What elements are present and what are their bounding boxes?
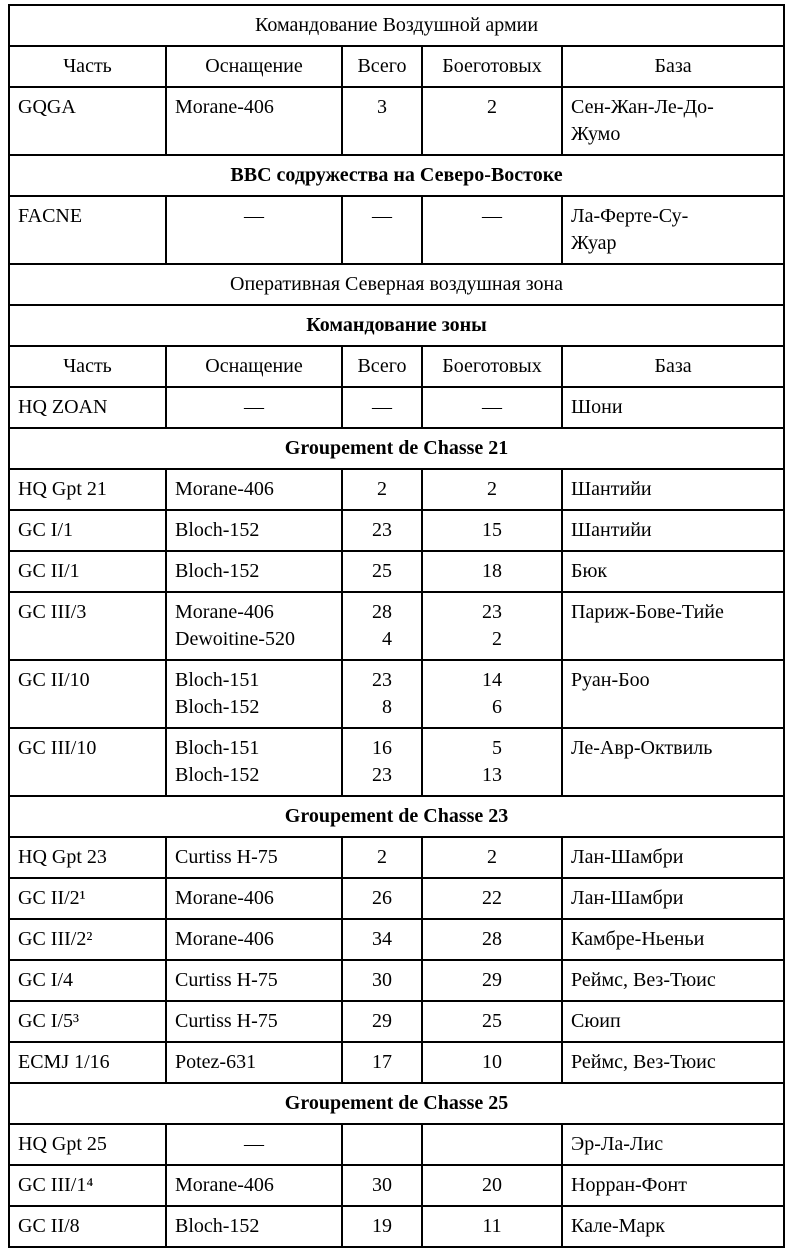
cell-total: — (342, 196, 422, 264)
cell-part: HQ ZOAN (9, 387, 166, 428)
section-row (9, 1083, 784, 1124)
header-row (9, 46, 784, 87)
cell-ready: 29 (422, 960, 562, 1001)
cell-part: FACNE (9, 196, 166, 264)
cell-equipment: Curtiss H-75 (166, 837, 342, 878)
section-label: Groupement de Chasse 21 (9, 428, 784, 469)
cell-base: Шони (562, 387, 784, 428)
cell-part: HQ Gpt 21 (9, 469, 166, 510)
cell-equipment: Bloch-152 (166, 551, 342, 592)
table-row (9, 1042, 784, 1083)
column-header: Всего (342, 346, 422, 387)
cell-part: GC II/10 (9, 660, 166, 728)
cell-part: GC II/2¹ (9, 878, 166, 919)
cell-total (342, 1124, 422, 1165)
cell-ready: 20 (422, 1165, 562, 1206)
table-row (9, 1124, 784, 1165)
section-label: Groupement de Chasse 25 (9, 1083, 784, 1124)
cell-part: GC I/5³ (9, 1001, 166, 1042)
cell-equipment: Curtiss H-75 (166, 960, 342, 1001)
cell-part: GC II/8 (9, 1206, 166, 1247)
section-label: Оперативная Северная воздушная зона (9, 264, 784, 305)
cell-ready (422, 660, 562, 728)
section-row (9, 428, 784, 469)
cell-total (342, 728, 422, 796)
column-header: Часть (9, 346, 166, 387)
column-header: Боеготовых (422, 46, 562, 87)
section-label: Командование Воздушной армии (9, 5, 784, 46)
cell-base: Шантийи (562, 469, 784, 510)
cell-total: 23 (342, 510, 422, 551)
column-header: База (562, 346, 784, 387)
column-header: Боеготовых (422, 346, 562, 387)
cell-part: GC III/2² (9, 919, 166, 960)
cell-base: Реймс, Вез-Тюис (562, 960, 784, 1001)
cell-equipment: — (166, 196, 342, 264)
cell-ready: 18 (422, 551, 562, 592)
cell-ready (422, 728, 562, 796)
cell-part: GC II/1 (9, 551, 166, 592)
cell-base: Руан-Боо (562, 660, 784, 728)
stacked-values: 28 4 (372, 601, 392, 650)
table-body (9, 5, 784, 1247)
cell-equipment: Morane-406 (166, 919, 342, 960)
column-header: Оснащение (166, 346, 342, 387)
section-label: ВВС содружества на Северо-Востоке (9, 155, 784, 196)
cell-ready: 10 (422, 1042, 562, 1083)
cell-ready: 25 (422, 1001, 562, 1042)
cell-part: GQGA (9, 87, 166, 155)
section-row (9, 155, 784, 196)
cell-part: HQ Gpt 23 (9, 837, 166, 878)
cell-part: GC III/1⁴ (9, 1165, 166, 1206)
cell-total: 30 (342, 1165, 422, 1206)
cell-part: GC I/4 (9, 960, 166, 1001)
cell-part: ECMJ 1/16 (9, 1042, 166, 1083)
section-label: Groupement de Chasse 23 (9, 796, 784, 837)
cell-base: Норран-Фонт (562, 1165, 784, 1206)
cell-base: Лан-Шамбри (562, 878, 784, 919)
table-row (9, 878, 784, 919)
cell-equipment: Bloch-152 (166, 1206, 342, 1247)
cell-equipment: Bloch-151 Bloch-152 (166, 660, 342, 728)
table-row (9, 919, 784, 960)
section-label: Командование зоны (9, 305, 784, 346)
cell-equipment: Potez-631 (166, 1042, 342, 1083)
table-row (9, 196, 784, 264)
cell-total: 2 (342, 469, 422, 510)
table-row (9, 1001, 784, 1042)
table-row (9, 1206, 784, 1247)
stacked-values: 23 2 (482, 601, 502, 650)
section-row (9, 5, 784, 46)
column-header: База (562, 46, 784, 87)
cell-base: Бюк (562, 551, 784, 592)
cell-part: GC III/3 (9, 592, 166, 660)
table-row (9, 510, 784, 551)
column-header: Оснащение (166, 46, 342, 87)
cell-part: GC III/10 (9, 728, 166, 796)
cell-ready: 2 (422, 469, 562, 510)
section-row (9, 305, 784, 346)
table-row (9, 960, 784, 1001)
cell-ready: — (422, 196, 562, 264)
cell-ready: 2 (422, 837, 562, 878)
cell-equipment: Morane-406 (166, 878, 342, 919)
cell-base: Лан-Шамбри (562, 837, 784, 878)
cell-equipment: Curtiss H-75 (166, 1001, 342, 1042)
cell-ready: 2 (422, 87, 562, 155)
table-row (9, 660, 784, 728)
cell-ready: — (422, 387, 562, 428)
cell-total: 34 (342, 919, 422, 960)
cell-equipment: Morane-406 (166, 469, 342, 510)
cell-equipment: Bloch-152 (166, 510, 342, 551)
column-header: Часть (9, 46, 166, 87)
cell-ready: 28 (422, 919, 562, 960)
table-row (9, 551, 784, 592)
cell-base: Ла-Ферте-Су- Жуар (562, 196, 784, 264)
cell-total (342, 592, 422, 660)
table-row (9, 469, 784, 510)
section-row (9, 796, 784, 837)
cell-equipment: — (166, 387, 342, 428)
table-row (9, 1165, 784, 1206)
stacked-values: 5 13 (482, 737, 502, 786)
cell-equipment: — (166, 1124, 342, 1165)
cell-ready (422, 592, 562, 660)
cell-total: 17 (342, 1042, 422, 1083)
cell-total: 29 (342, 1001, 422, 1042)
table-row (9, 592, 784, 660)
cell-ready (422, 1124, 562, 1165)
cell-total: 26 (342, 878, 422, 919)
table-row (9, 837, 784, 878)
cell-base: Ле-Авр-Октвиль (562, 728, 784, 796)
table-row (9, 87, 784, 155)
cell-base: Сен-Жан-Ле-До- Жумо (562, 87, 784, 155)
stacked-values: 23 8 (372, 669, 392, 718)
cell-total: 2 (342, 837, 422, 878)
column-header: Всего (342, 46, 422, 87)
cell-equipment: Morane-406 (166, 1165, 342, 1206)
cell-base: Шантийи (562, 510, 784, 551)
cell-ready: 22 (422, 878, 562, 919)
cell-part: GC I/1 (9, 510, 166, 551)
air-force-units-table (8, 4, 785, 1248)
cell-base: Сюип (562, 1001, 784, 1042)
cell-base: Реймс, Вез-Тюис (562, 1042, 784, 1083)
cell-equipment: Bloch-151 Bloch-152 (166, 728, 342, 796)
section-row (9, 264, 784, 305)
cell-ready: 15 (422, 510, 562, 551)
cell-ready: 11 (422, 1206, 562, 1247)
cell-total: 19 (342, 1206, 422, 1247)
cell-total: — (342, 387, 422, 428)
cell-equipment: Morane-406 (166, 87, 342, 155)
table-row (9, 387, 784, 428)
cell-base: Кале-Марк (562, 1206, 784, 1247)
cell-base: Париж-Бове-Тийе (562, 592, 784, 660)
cell-base: Камбре-Ньеньи (562, 919, 784, 960)
cell-base: Эр-Ла-Лис (562, 1124, 784, 1165)
cell-total: 25 (342, 551, 422, 592)
cell-total (342, 660, 422, 728)
table-row (9, 728, 784, 796)
cell-equipment: Morane-406 Dewoitine-520 (166, 592, 342, 660)
cell-total: 30 (342, 960, 422, 1001)
stacked-values: 14 6 (482, 669, 502, 718)
header-row (9, 346, 784, 387)
cell-total: 3 (342, 87, 422, 155)
stacked-values: 16 23 (372, 737, 392, 786)
cell-part: HQ Gpt 25 (9, 1124, 166, 1165)
